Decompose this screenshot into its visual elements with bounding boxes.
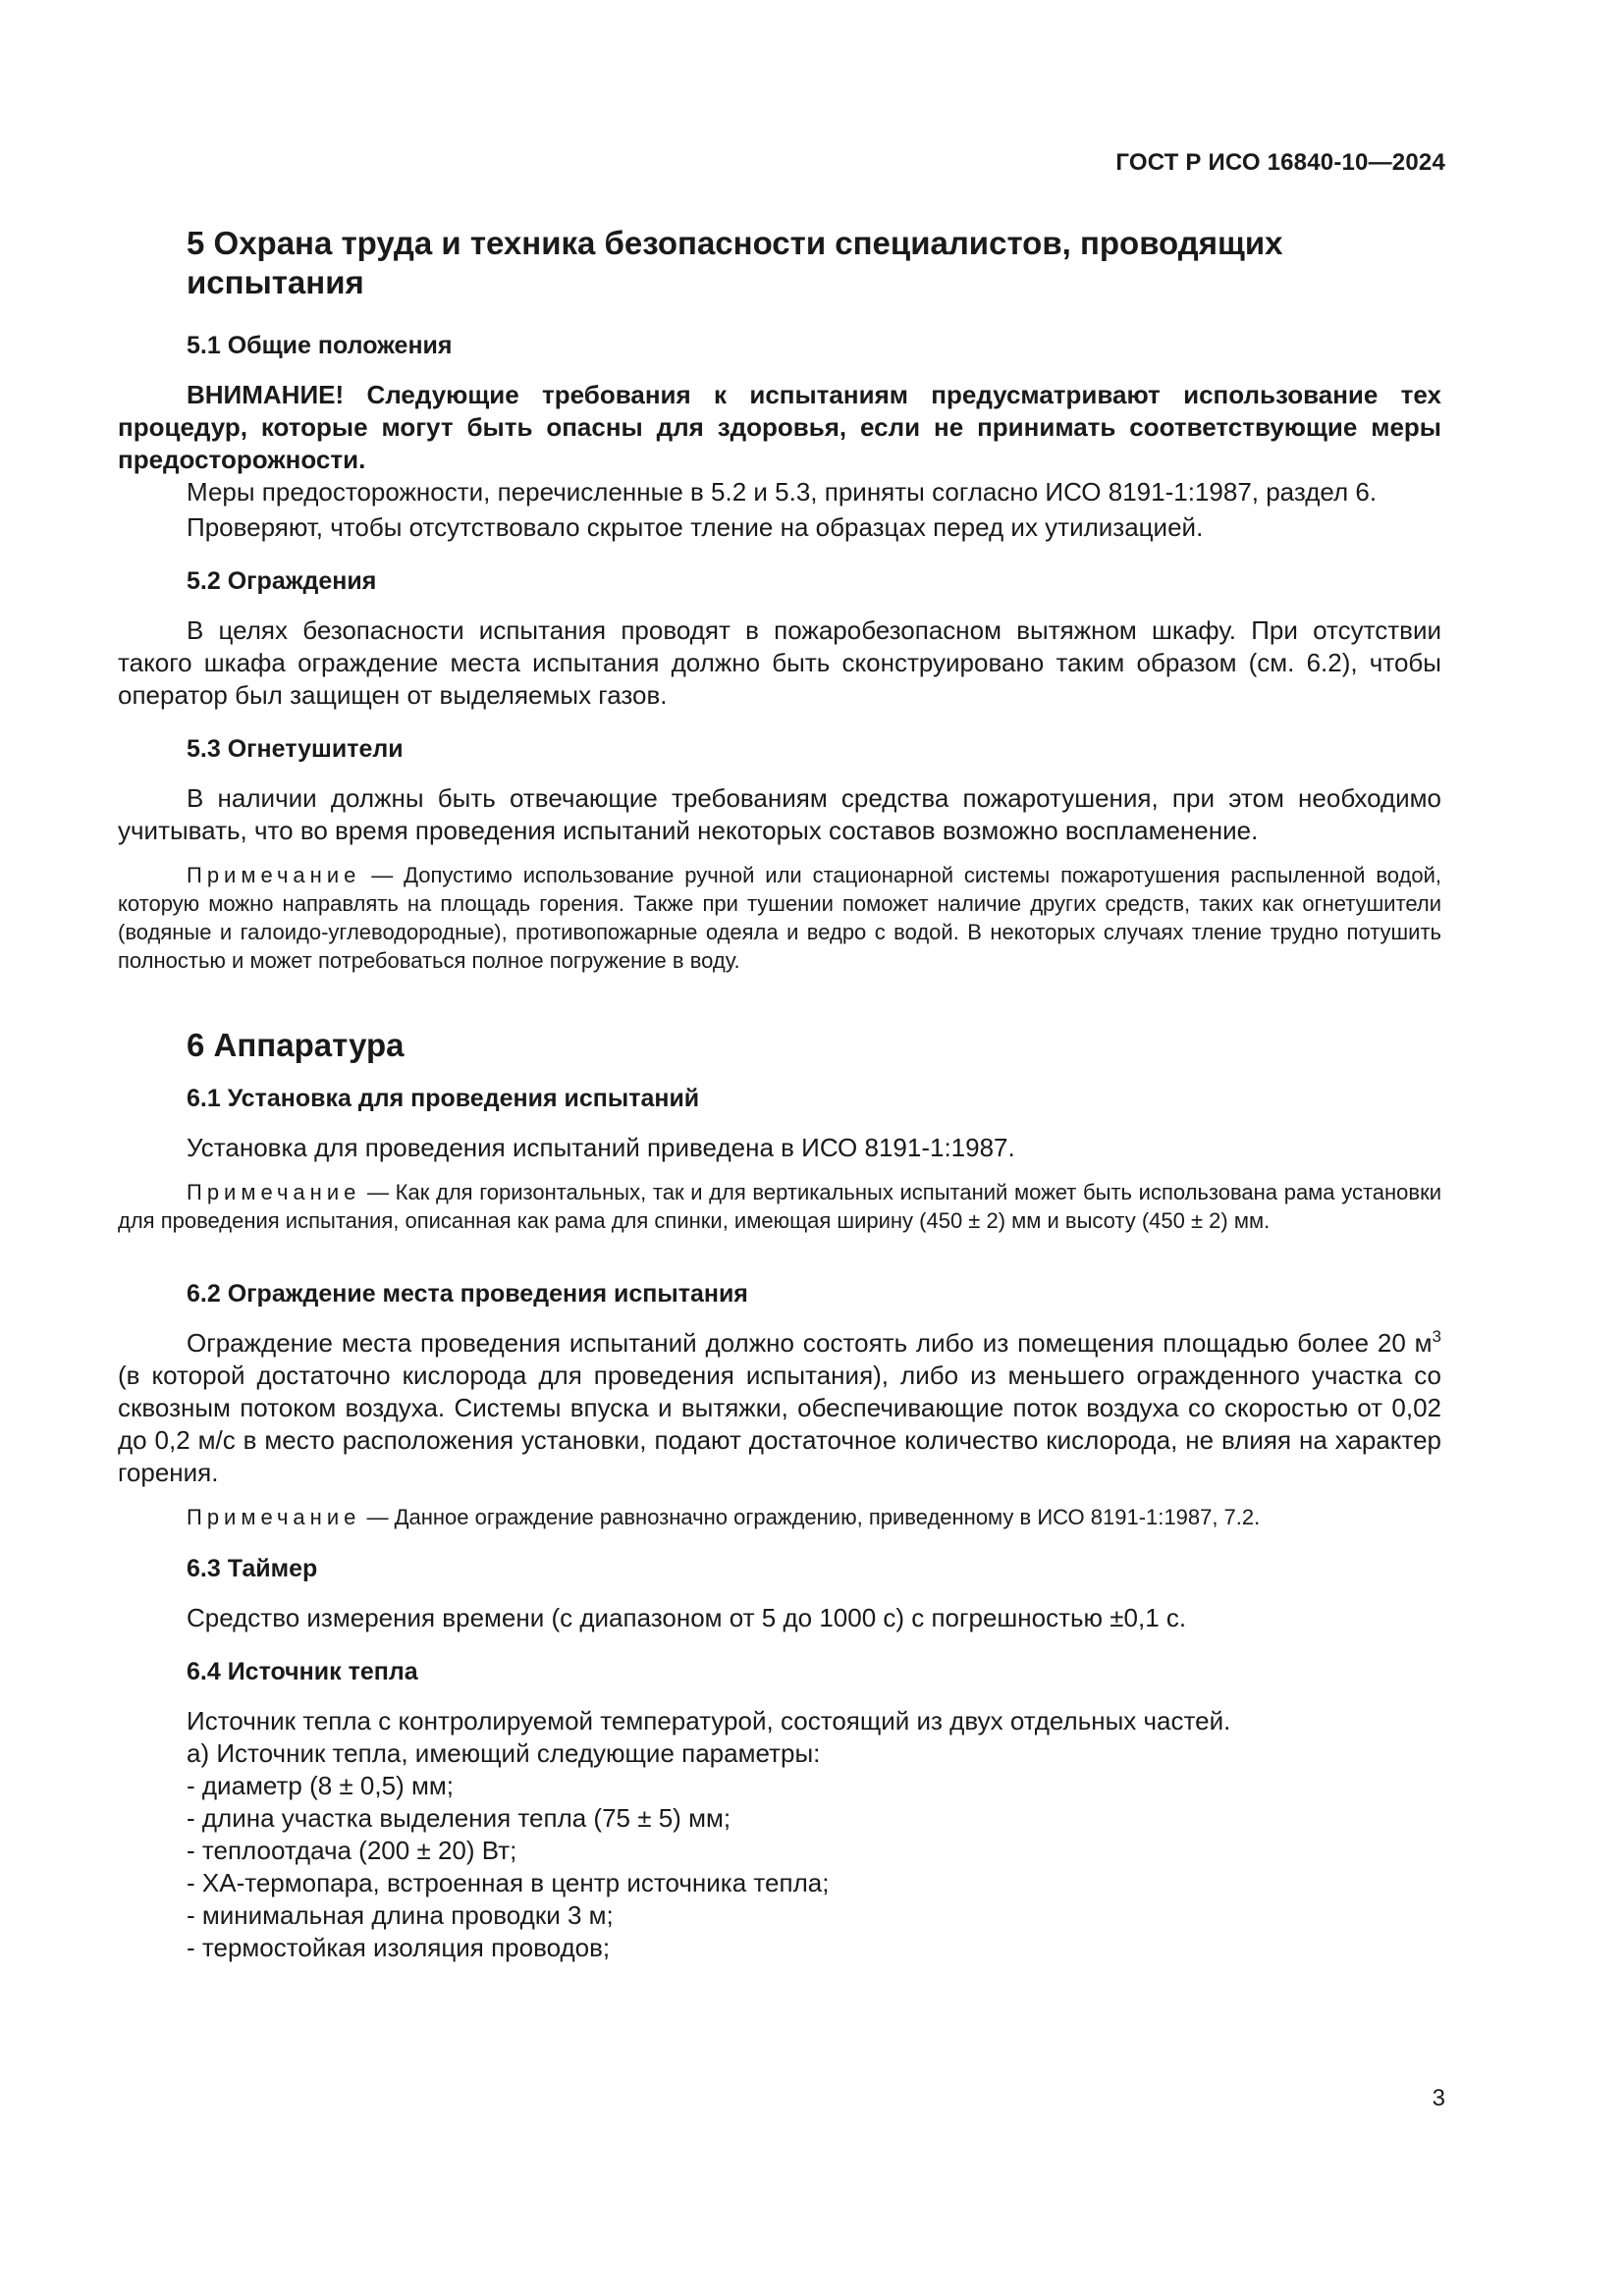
section-5-3-note bbox=[118, 861, 1441, 975]
list-item: - минимальная длина проводки 3 м; bbox=[187, 1900, 614, 1930]
section-5-title-line-2: испытания bbox=[187, 264, 364, 300]
section-6-3-title: 6.3 Таймер bbox=[187, 1555, 318, 1582]
note-text: — Как для горизонтальных, так и для вертикальных испытаний может быть использована рама установки для проведения испытания, описанная как рама для спинки, имеющая ширину (450 ± 2) мм и высоту (450 ± 2) мм. bbox=[118, 1180, 1441, 1233]
paragraph-text-part-1: Ограждение места проведения испытаний должно состоять либо из помещения площадью более 20 м bbox=[187, 1328, 1433, 1358]
section-5-1-paragraph-1: Меры предосторожности, перечисленные в 5.2 и 5.3, приняты согласно ИСО 8191-1:1987, раздел 6. bbox=[187, 477, 1378, 507]
section-5-1-warning: ВНИМАНИЕ! Следующие требования к испытаниям предусматривают использование тех процедур, которые могут быть опасны для здоровья, если не принимать соответствующие меры предосторожности. bbox=[118, 380, 1441, 474]
section-6-1-note bbox=[118, 1178, 1441, 1235]
section-6-1-title: 6.1 Установка для проведения испытаний bbox=[187, 1085, 700, 1112]
section-6-2-title: 6.2 Ограждение места проведения испытания bbox=[187, 1280, 748, 1308]
paragraph-text-part-2: (в которой достаточно кислорода для проведения испытания), либо из меньшего огражденного участка со сквозным потоком воздуха. Системы впуска и вытяжки, обеспечивающие поток воздуха со скоростью от 0,02 до 0,2 м/с в место расположения установки, подают достаточное количество кислорода, не влияя на характер горения. bbox=[118, 1361, 1441, 1487]
section-6-3-paragraph: Средство измерения времени (с диапазоном от 5 до 1000 с) с погрешностью ±0,1 с. bbox=[187, 1603, 1187, 1632]
section-5-2-paragraph: В целях безопасности испытания проводят в пожаробезопасном вытяжном шкафу. При отсутствии такого шкафа ограждение места испытания должно быть сконструировано таким образом (см. 6.2), чтобы оператор был защищен от выделяемых газов. bbox=[118, 615, 1441, 710]
document-body bbox=[118, 224, 1441, 1964]
superscript-3: 3 bbox=[1432, 1327, 1441, 1346]
note-text: — Допустимо использование ручной или стационарной системы пожаротушения распыленной водой, которую можно направлять на площадь горения. Также при тушении поможет наличие других средств, таких как огнетушители (водяные и галоидо-углеводородные), противопожарные одеяла и ведро с водой. В некоторых случаях тление трудно потушить полностью и может потребоваться полное погружение в воду. bbox=[118, 863, 1441, 973]
list-item: - ХА-термопара, встроенная в центр источника тепла; bbox=[187, 1868, 830, 1897]
section-5-3-title: 5.3 Огнетушители bbox=[187, 735, 404, 763]
section-6-2-note bbox=[118, 1503, 1441, 1531]
section-5-2-title: 5.2 Ограждения bbox=[187, 567, 377, 595]
section-5-1-title: 5.1 Общие положения bbox=[187, 332, 453, 359]
list-item: - длина участка выделения тепла (75 ± 5) мм; bbox=[187, 1803, 731, 1833]
list-item: - теплоотдача (200 ± 20) Вт; bbox=[187, 1836, 517, 1865]
section-6-1-paragraph: Установка для проведения испытаний приведена в ИСО 8191-1:1987. bbox=[187, 1133, 1015, 1162]
section-5-1-paragraph-2: Проверяют, чтобы отсутствовало скрытое тление на образцах перед их утилизацией. bbox=[187, 512, 1204, 542]
section-6-2-paragraph bbox=[118, 1327, 1441, 1489]
section-5-3-paragraph: В наличии должны быть отвечающие требованиям средства пожаротушения, при этом необходимо учитывать, что во время проведения испытаний некоторых составов возможно воспламенение. bbox=[118, 783, 1441, 845]
note-label: Примечание bbox=[187, 1505, 361, 1529]
note-label: Примечание bbox=[187, 1180, 361, 1204]
page-number: 3 bbox=[1432, 2085, 1445, 2111]
section-6-4-title: 6.4 Источник тепла bbox=[187, 1658, 418, 1685]
list-item: - термостойкая изоляция проводов; bbox=[187, 1933, 611, 1962]
note-text: — Данное ограждение равнозначно ограждению, приведенному в ИСО 8191-1:1987, 7.2. bbox=[360, 1505, 1261, 1529]
list-item: - диаметр (8 ± 0,5) мм; bbox=[187, 1771, 454, 1800]
section-6-4-item-a: а) Источник тепла, имеющий следующие параметры: bbox=[187, 1738, 821, 1768]
note-label: Примечание bbox=[187, 863, 361, 887]
section-5-title-line-1: 5 Охрана труда и техника безопасности специалистов, проводящих bbox=[187, 225, 1283, 261]
section-6-4-parameter-list bbox=[118, 1770, 1441, 1964]
document-header: ГОСТ Р ИСО 16840-10—2024 bbox=[1115, 149, 1445, 176]
section-6-title: 6 Аппаратура bbox=[187, 1027, 405, 1063]
section-6-4-paragraph: Источник тепла с контролируемой температурой, состоящий из двух отдельных частей. bbox=[187, 1706, 1231, 1735]
